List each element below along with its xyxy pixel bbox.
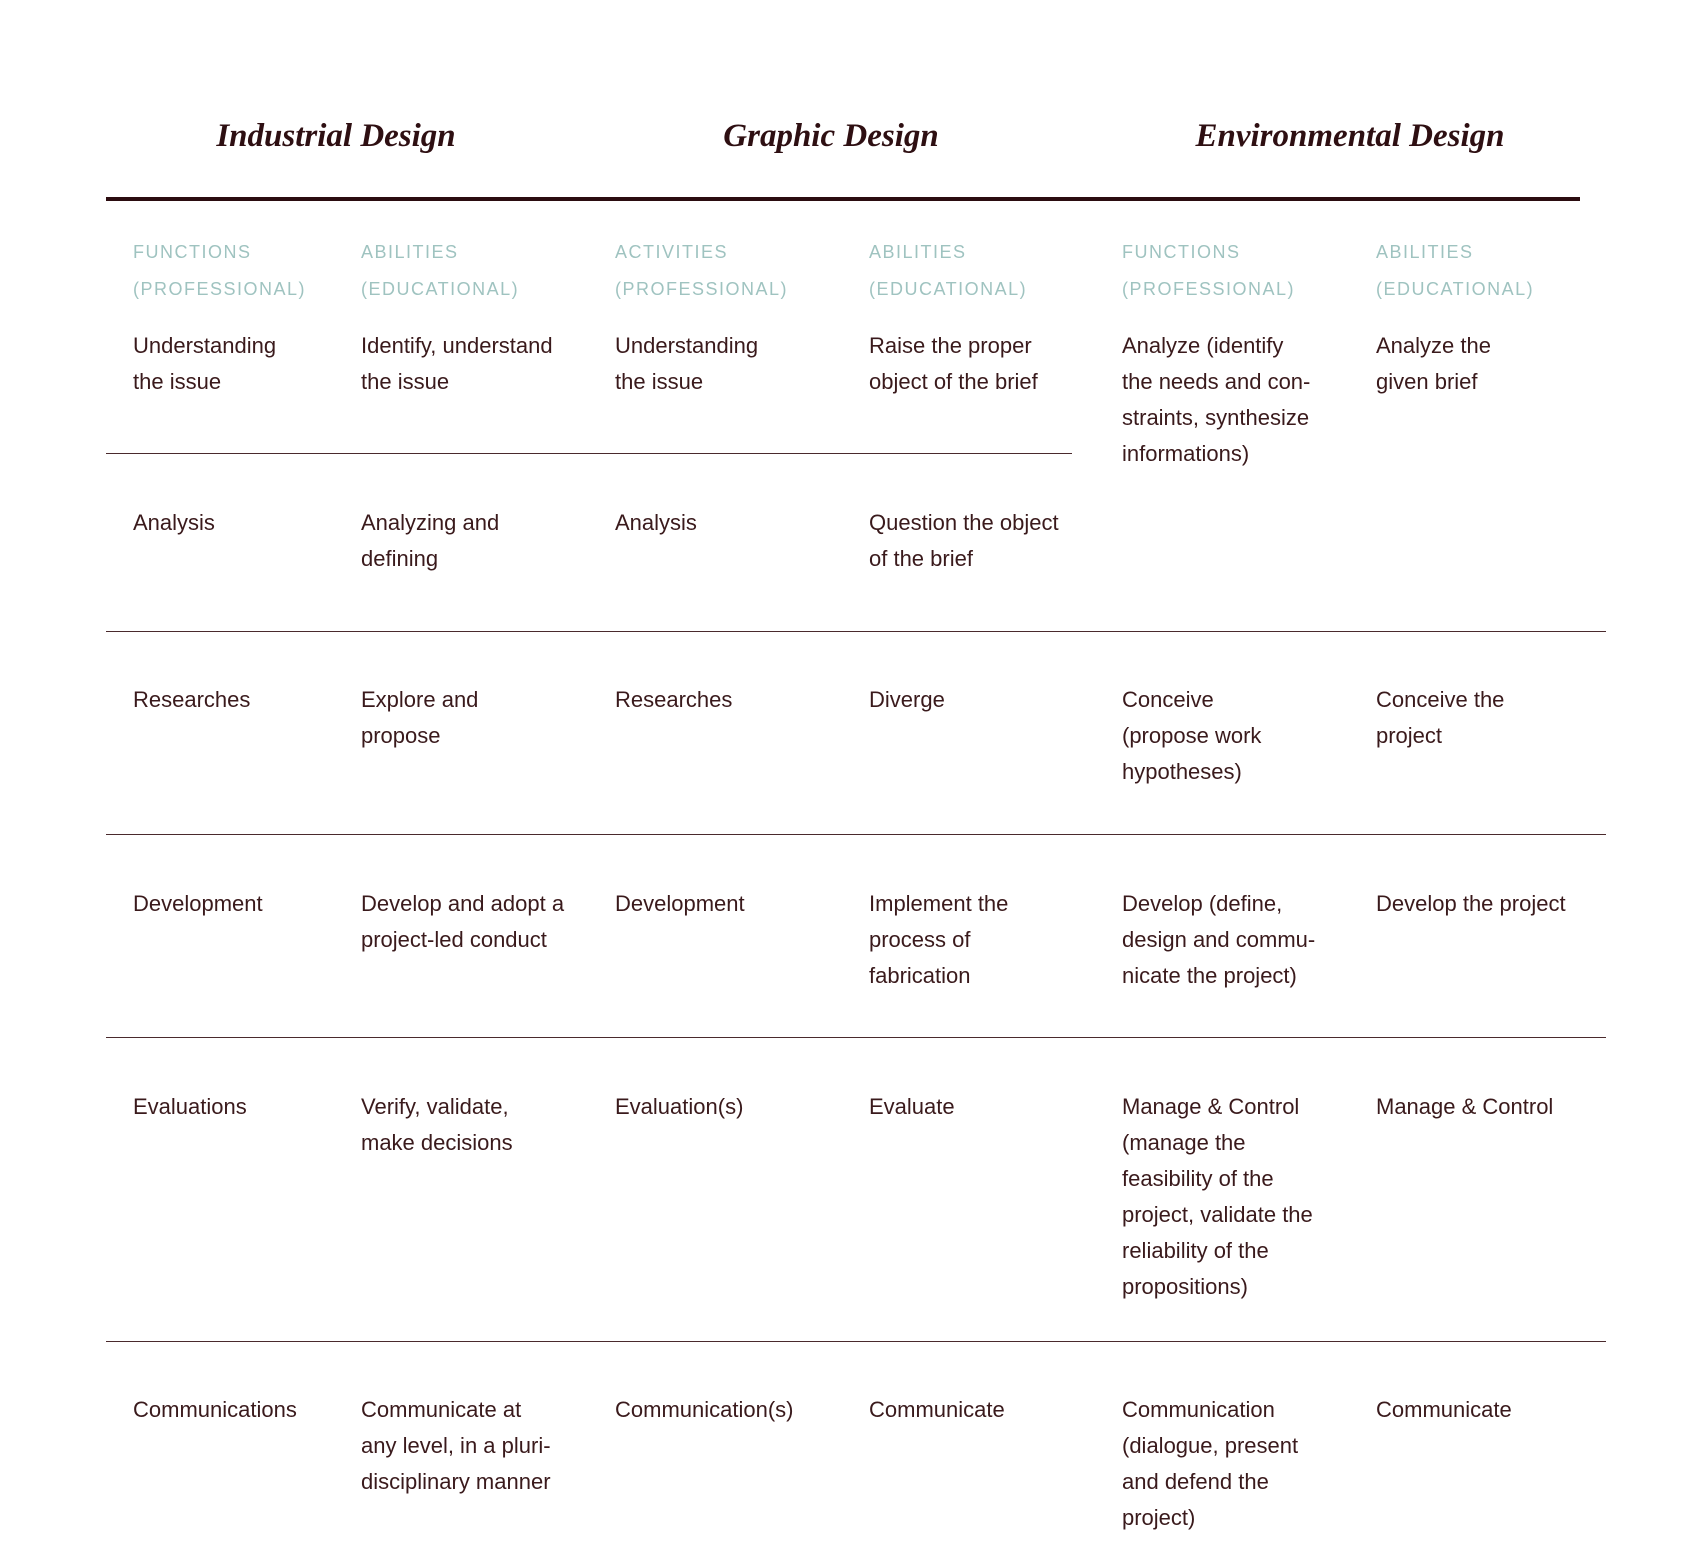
- cell-r5-industrial-ability: Verify, validate, make decisions: [361, 1094, 513, 1155]
- cell-r1-graphic-ability: Raise the proper object of the brief: [869, 333, 1038, 394]
- cell-r3-industrial-function: Researches: [133, 687, 251, 712]
- cell-r3-environmental-function: Conceive (propose work hypotheses): [1122, 687, 1262, 784]
- cell-r6-graphic-activity: Communication(s): [615, 1397, 794, 1422]
- title-graphic-design: Graphic Design: [723, 118, 939, 154]
- cell-r6-graphic-ability: Communicate: [869, 1397, 1005, 1422]
- cell-r1-industrial-ability: Identify, understand the issue: [361, 333, 553, 394]
- cell-r4-environmental-function: Develop (define, design and commu- nicate the project): [1122, 891, 1316, 988]
- row-divider: [106, 1037, 1606, 1038]
- cell-r3-environmental-ability: Conceive the project: [1376, 687, 1505, 748]
- cell-r6-industrial-function: Communications: [133, 1397, 297, 1422]
- column-header-industrial-functions: FUNCTIONS (PROFESSIONAL): [133, 242, 307, 299]
- cell-r2-graphic-ability: Question the object of the brief: [869, 510, 1059, 571]
- column-header-environmental-abilities: ABILITIES (EDUCATIONAL): [1376, 242, 1535, 299]
- row-divider: [106, 453, 1072, 454]
- cell-r5-environmental-function: Manage & Control (manage the feasibility of the project, validate the reliability of the propositions): [1122, 1094, 1313, 1299]
- header-divider: [106, 197, 1580, 201]
- cell-r6-industrial-ability: Communicate at any level, in a pluri- disciplinary manner: [361, 1397, 551, 1494]
- cell-r4-graphic-ability: Implement the process of fabrication: [869, 891, 1009, 988]
- cell-r4-environmental-ability: Develop the project: [1376, 891, 1566, 916]
- title-industrial-design: Industrial Design: [216, 118, 456, 154]
- cell-r3-graphic-ability: Diverge: [869, 687, 945, 712]
- cell-r5-graphic-activity: Evaluation(s): [615, 1094, 744, 1119]
- column-header-graphic-abilities: ABILITIES (EDUCATIONAL): [869, 242, 1028, 299]
- column-header-environmental-functions: FUNCTIONS (PROFESSIONAL): [1122, 242, 1296, 299]
- cell-r3-industrial-ability: Explore and propose: [361, 687, 479, 748]
- column-header-graphic-activities: ACTIVITIES (PROFESSIONAL): [615, 242, 789, 299]
- cell-r1-environmental-ability: Analyze the given brief: [1376, 333, 1491, 394]
- cell-r2-industrial-ability: Analyzing and defining: [361, 510, 500, 571]
- cell-r1-graphic-activity: Understanding the issue: [615, 333, 759, 394]
- cell-r1-environmental-function: Analyze (identify the needs and con- straints, synthesize informations): [1122, 333, 1311, 466]
- cell-r5-graphic-ability: Evaluate: [869, 1094, 955, 1119]
- row-divider: [106, 834, 1606, 835]
- cell-r5-industrial-function: Evaluations: [133, 1094, 247, 1119]
- cell-r6-environmental-function: Communication (dialogue, present and defend the project): [1122, 1397, 1299, 1530]
- row-divider: [106, 1341, 1606, 1342]
- cell-r4-industrial-function: Development: [133, 891, 263, 916]
- title-environmental-design: Environmental Design: [1195, 118, 1505, 154]
- column-header-industrial-abilities: ABILITIES (EDUCATIONAL): [361, 242, 520, 299]
- cell-r5-environmental-ability: Manage & Control: [1376, 1094, 1554, 1119]
- cell-r6-environmental-ability: Communicate: [1376, 1397, 1512, 1422]
- cell-r4-industrial-ability: Develop and adopt a project-led conduct: [361, 891, 565, 952]
- cell-r3-graphic-activity: Researches: [615, 687, 733, 712]
- cell-r1-industrial-function: Understanding the issue: [133, 333, 277, 394]
- cell-r2-graphic-activity: Analysis: [615, 510, 697, 535]
- cell-r4-graphic-activity: Development: [615, 891, 745, 916]
- row-divider: [106, 631, 1606, 632]
- cell-r2-industrial-function: Analysis: [133, 510, 215, 535]
